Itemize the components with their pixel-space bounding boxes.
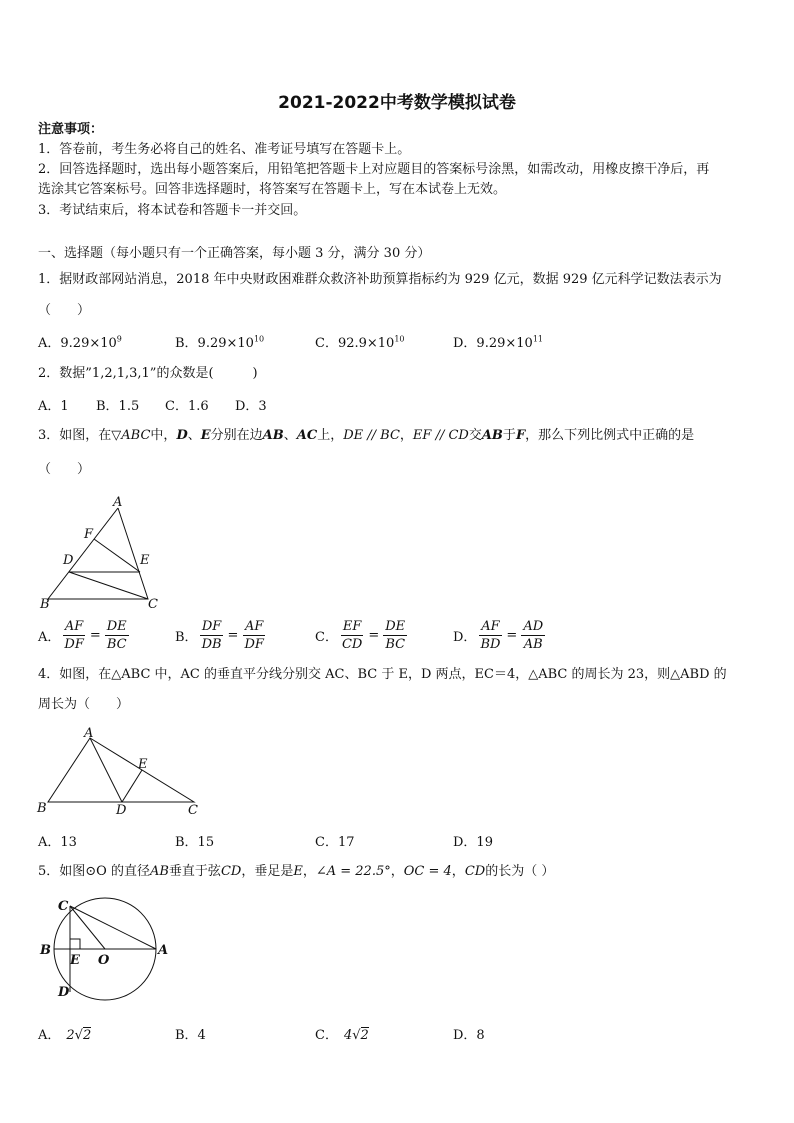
q4-label-b: B (37, 801, 47, 816)
notice-heading: 注意事项： (38, 122, 104, 137)
notice-item-1: 1．答卷前，考生务必将自己的姓名、准考证号填写在答题卡上。 (38, 142, 411, 157)
q3-label-e: E (140, 553, 150, 568)
q5-label-b: B (40, 943, 51, 958)
q1-option-a[interactable]: A．$9.29\times 10^9$ (38, 334, 122, 351)
q5-label-o: O (98, 953, 110, 968)
q3-label-b: B (40, 597, 50, 612)
q3-label-a: A (113, 496, 123, 510)
q3-figure (36, 496, 166, 614)
q2-option-a[interactable]: A．1 (38, 399, 69, 414)
q1-stem: 1．据财政部网站消息，2018 年中央财政困难群众救济补助预算指标约为 929 亿元，数据 929 亿元科学记数法表示为 (38, 272, 722, 287)
notice-item-2: 2．回答选择题时，选出每小题答案后，用铅笔把答题卡上对应题目的答案标号涂黑，如需改动，用橡皮擦干净后，再 (38, 162, 710, 177)
q4-label-d: D (116, 803, 127, 818)
q4-figure (34, 726, 206, 820)
q2-option-d[interactable]: D．3 (235, 399, 267, 414)
q4-label-c: C (188, 803, 198, 818)
q4-blank: 周长为（ ） (38, 697, 130, 712)
q3-option-a[interactable]: A． $\frac{AF}{DF}$ = $\frac{DE}{BC}$ (38, 619, 127, 652)
q3-option-b[interactable]: B． $\frac{DF}{DB}$ = $\frac{AF}{DF}$ (175, 619, 264, 652)
q1-option-b[interactable]: B．$9.29\times 10^{10}$ (175, 334, 265, 351)
q4-option-b[interactable]: B．15 (175, 835, 215, 850)
q5-label-a: A (158, 943, 169, 958)
q4-stem: 4．如图，在△ABC 中，AC 的垂直平分线分别交 AC、BC 于 E，D 两点，EC＝4，△ABC 的周长为 23，则△ABD 的 (38, 667, 727, 682)
q2-option-c[interactable]: C．1.6 (165, 399, 209, 414)
q5-label-d: D (58, 985, 70, 1000)
q5-option-a[interactable]: A． 2√2 (38, 1028, 92, 1043)
q3-label-d: D (63, 553, 74, 568)
q5-option-b[interactable]: B．4 (175, 1028, 206, 1043)
notice-item-2-cont: 选涂其它答案标号。回答非选择题时，将答案写在答题卡上，写在本试卷上无效。 (38, 182, 507, 197)
q3-label-f: F (84, 527, 94, 542)
q3-option-c[interactable]: C． $\frac{EF}{CD}$ = $\frac{DE}{BC}$ (315, 619, 406, 652)
q3-blank: （ ） (38, 462, 91, 477)
q1-option-d[interactable]: D．$9.29\times 10^{11}$ (453, 334, 543, 351)
q1-option-c[interactable]: C．$92.9\times 10^{10}$ (315, 334, 405, 351)
q4-label-a: A (84, 726, 94, 741)
q3-label-c: C (148, 597, 158, 612)
q1-blank: （ ） (38, 303, 91, 318)
page-title: 2021-2022中考数学模拟试卷 (278, 93, 516, 113)
section-heading: 一、选择题（每小题只有一个正确答案，每小题 3 分，满分 30 分） (38, 246, 431, 261)
q2-option-b[interactable]: B．1.5 (96, 399, 140, 414)
q4-label-e: E (138, 757, 148, 772)
q4-option-c[interactable]: C．17 (315, 835, 355, 850)
q3-option-d[interactable]: D． $\frac{AF}{BD}$ = $\frac{AD}{AB}$ (453, 619, 544, 652)
q5-option-c[interactable]: C． 4√2 (315, 1028, 369, 1043)
q4-option-d[interactable]: D．19 (453, 835, 493, 850)
q3-stem: 3．如图，在▽ABC中，D、E分别在边AB、AC上，DE // BC，EF // CD交AB于F，那么下列比例式中正确的是 (38, 428, 695, 443)
q5-stem: 5．如图⊙O 的直径AB垂直于弦CD，垂足是E，∠A = 22.5°，OC = 4，CD的长为（ ） (38, 864, 555, 879)
notice-item-3: 3．考试结束后，将本试卷和答题卡一并交回。 (38, 203, 307, 218)
q5-label-e: E (70, 953, 80, 968)
q2-stem: 2．数据”1,2,1,3,1”的众数是( ) (38, 366, 258, 381)
q4-option-a[interactable]: A．13 (38, 835, 77, 850)
q5-option-d[interactable]: D．8 (453, 1028, 485, 1043)
q5-label-c: C (58, 899, 69, 914)
q5-figure (34, 892, 174, 1004)
